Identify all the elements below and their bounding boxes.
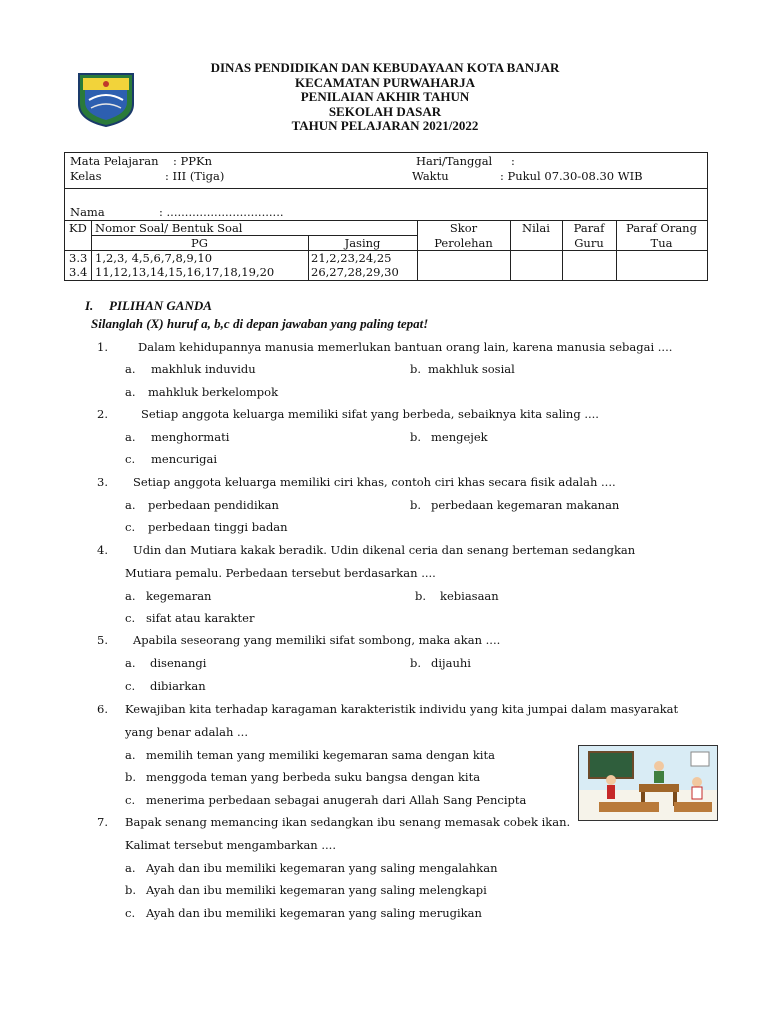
section-number: I.: [85, 298, 94, 313]
option-letter[interactable]: a.: [125, 385, 136, 399]
option-text[interactable]: memilih teman yang memiliki kegemaran sama dengan kita: [146, 748, 495, 762]
option-letter[interactable]: a.: [125, 748, 136, 762]
table-row-jasing: 21,2,23,24,25: [311, 251, 392, 265]
option-text[interactable]: dijauhi: [431, 656, 471, 670]
name-field[interactable]: : ................................: [159, 205, 284, 219]
table-row-jasing: 26,27,28,29,30: [311, 265, 399, 279]
option-letter[interactable]: a.: [125, 498, 136, 512]
score-header-line2: Perolehan: [434, 236, 493, 250]
option-letter[interactable]: b.: [410, 498, 422, 512]
option-letter[interactable]: b.: [125, 770, 137, 784]
option-text[interactable]: mahkluk berkelompok: [148, 385, 279, 399]
option-letter[interactable]: c.: [125, 611, 136, 625]
option-letter[interactable]: c.: [125, 679, 136, 693]
header-school-level: SEKOLAH DASAR: [328, 103, 442, 119]
document-header: [150, 61, 620, 134]
question-text-line2: Kalimat tersebut mengambarkan ....: [125, 838, 336, 852]
option-text[interactable]: Ayah dan ibu memiliki kegemaran yang saling melengkapi: [146, 883, 487, 897]
option-text[interactable]: perbedaan kegemaran makanan: [431, 498, 620, 512]
time-label: Waktu: [412, 169, 449, 183]
kota-banjar-logo-icon: [75, 70, 137, 128]
question-number: 6.: [97, 702, 108, 716]
question-number: 3.: [97, 475, 108, 489]
subject-label: Mata Pelajaran: [70, 154, 159, 168]
option-letter[interactable]: b.: [125, 883, 137, 897]
time-value: : Pukul 07.30-08.30 WIB: [500, 169, 643, 183]
option-text[interactable]: perbedaan pendidikan: [148, 498, 279, 512]
question-text: Bapak senang memancing ikan sedangkan ibu senang memasak cobek ikan.: [125, 815, 571, 829]
option-letter[interactable]: a.: [125, 362, 136, 376]
option-text[interactable]: makhluk sosial: [428, 362, 515, 376]
option-text[interactable]: Ayah dan ibu memiliki kegemaran yang saling merugikan: [146, 906, 482, 920]
question-text: Udin dan Mutiara kakak beradik. Udin dikenal ceria dan senang berteman sedangkan: [133, 543, 636, 557]
question-number-header: Nomor Soal/ Bentuk Soal: [95, 221, 243, 235]
jasing-header: Jasing: [344, 236, 381, 250]
parent-sign-header-line2: Tua: [650, 236, 673, 250]
pg-header: PG: [191, 236, 208, 250]
classroom-illustration: [578, 745, 718, 821]
option-text[interactable]: menerima perbedaan sebagai anugerah dari Allah Sang Pencipta: [146, 793, 527, 807]
option-letter[interactable]: c.: [125, 906, 136, 920]
option-text[interactable]: sifat atau karakter: [146, 611, 255, 625]
teacher-sign-header: Paraf: [573, 221, 605, 235]
teacher-sign-header-line2: Guru: [574, 236, 604, 250]
kd-header: KD: [69, 221, 87, 235]
question-number: 5.: [97, 633, 108, 647]
option-letter[interactable]: c.: [125, 520, 136, 534]
option-text[interactable]: disenangi: [150, 656, 207, 670]
question-text-line2: yang benar adalah ...: [125, 725, 248, 739]
option-text[interactable]: mengejek: [431, 430, 488, 444]
option-text[interactable]: mencurigai: [151, 452, 218, 466]
question-number: 1.: [97, 340, 108, 354]
option-text[interactable]: kegemaran: [146, 589, 212, 603]
class-value: : III (Tiga): [165, 169, 225, 183]
score-header: Skor: [449, 221, 478, 235]
option-letter[interactable]: a.: [125, 430, 136, 444]
day-date-value: :: [511, 154, 515, 168]
option-letter[interactable]: b.: [410, 430, 422, 444]
section-heading: [85, 297, 428, 333]
table-row-pg: 1,2,3, 4,5,6,7,8,9,10: [95, 251, 213, 265]
header-exam: PENILAIAN AKHIR TAHUN: [300, 89, 470, 104]
table-row-pg: 11,12,13,14,15,16,17,18,19,20: [95, 265, 275, 279]
option-text[interactable]: Ayah dan ibu memiliki kegemaran yang saling mengalahkan: [146, 861, 498, 875]
option-letter[interactable]: c.: [125, 793, 136, 807]
question-number: 2.: [97, 407, 108, 421]
question-number: 4.: [97, 543, 108, 557]
header-district: KECAMATAN PURWAHARJA: [295, 74, 475, 90]
section-title: PILIHAN GANDA: [109, 298, 212, 313]
option-letter[interactable]: b.: [410, 656, 422, 670]
option-text[interactable]: perbedaan tinggi badan: [148, 520, 288, 534]
name-label: Nama: [70, 205, 105, 219]
section-instruction: Silanglah (X) huruf a, b,c di depan jawaban yang paling tepat!: [91, 316, 429, 331]
option-text[interactable]: makhluk induvidu: [151, 362, 256, 376]
option-letter[interactable]: a.: [125, 861, 136, 875]
option-letter[interactable]: a.: [125, 656, 136, 670]
question-text-line2: Mutiara pemalu. Perbedaan tersebut berdasarkan ....: [125, 566, 436, 580]
parent-sign-header: Paraf Orang: [626, 221, 697, 235]
option-text[interactable]: menggoda teman yang berbeda suku bangsa dengan kita: [146, 770, 481, 784]
option-text[interactable]: kebiasaan: [440, 589, 499, 603]
question-number: 7.: [97, 815, 108, 829]
option-letter[interactable]: c.: [125, 452, 136, 466]
subject-value: : PPKn: [173, 154, 213, 168]
question-text: Setiap anggota keluarga memiliki ciri khas, contoh ciri khas secara fisik adalah ....: [133, 475, 616, 489]
question-text: Kewajiban kita terhadap karagaman karakteristik individu yang kita jumpai dalam masyarakat: [125, 702, 679, 716]
option-letter[interactable]: b.: [410, 362, 422, 376]
question-text: Apabila seseorang yang memiliki sifat sombong, maka akan ....: [133, 633, 501, 647]
class-label: Kelas: [70, 169, 102, 183]
option-text[interactable]: menghormati: [151, 430, 230, 444]
question-text: Dalam kehidupannya manusia memerlukan bantuan orang lain, karena manusia sebagai ....: [138, 340, 673, 354]
table-row-kd: 3.4: [69, 265, 88, 279]
day-date-label: Hari/Tanggal: [416, 154, 493, 168]
option-letter[interactable]: b.: [415, 589, 427, 603]
table-row-kd: 3.3: [69, 251, 88, 265]
header-school-year: TAHUN PELAJARAN 2021/2022: [291, 118, 479, 133]
exam-info-table: [64, 152, 708, 281]
header-agency: DINAS PENDIDIKAN DAN KEBUDAYAAN KOTA BANJAR: [210, 60, 560, 75]
option-letter[interactable]: a.: [125, 589, 136, 603]
option-text[interactable]: dibiarkan: [150, 679, 206, 693]
grade-header: Nilai: [522, 221, 550, 235]
question-text: Setiap anggota keluarga memiliki sifat yang berbeda, sebaiknya kita saling ....: [141, 407, 599, 421]
